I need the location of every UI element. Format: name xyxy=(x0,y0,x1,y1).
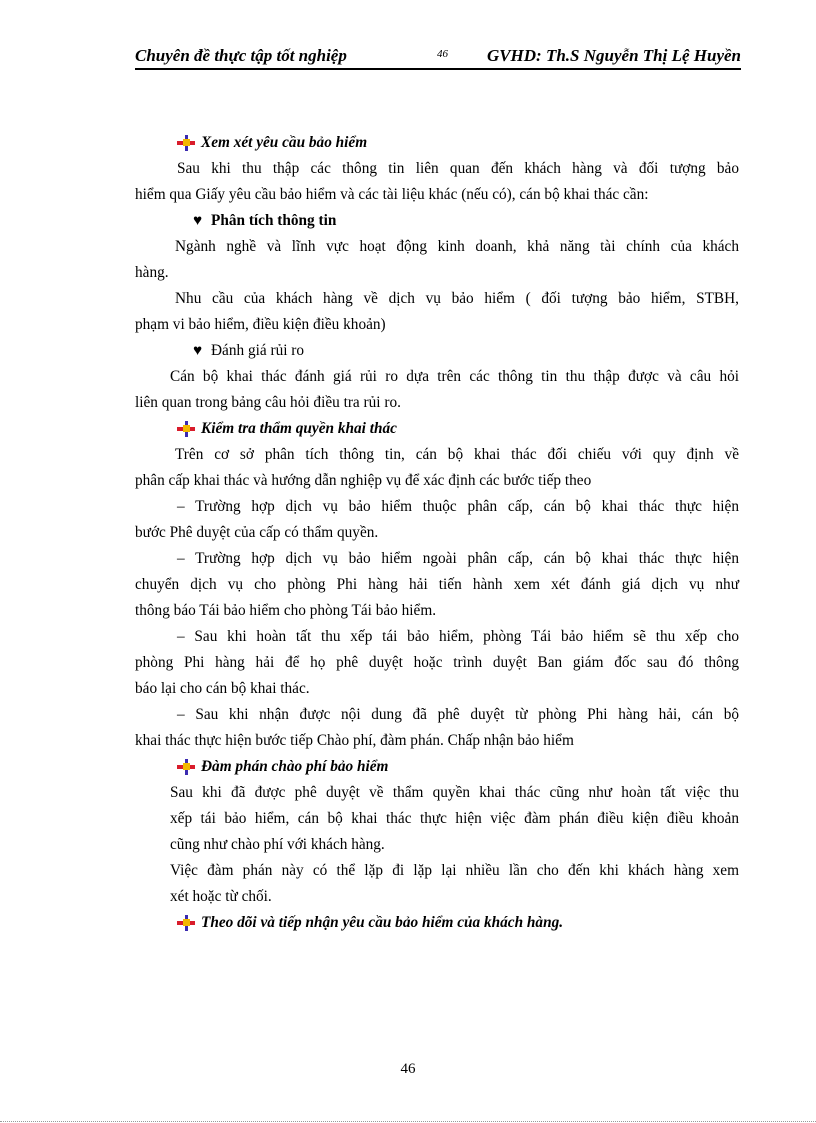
paragraph-line: Việc đàm phán này có thể lặp đi lặp lại nhiều lần cho đến khi khách hàng xem xyxy=(170,862,739,879)
paragraph-line: chuyển dịch vụ cho phòng Phi hàng hải tiến hành xem xét đánh giá dịch vụ như xyxy=(135,576,739,593)
paragraph-line: cũng như chào phí với khách hàng. xyxy=(170,836,385,853)
document-body xyxy=(135,130,739,936)
paragraph-line: Sau khi đã được phê duyệt về thẩm quyền khai thác cũng như hoàn tất việc thu xyxy=(170,784,739,801)
paragraph-line: phân cấp khai thác và hướng dẫn nghiệp vụ để xác định các bước tiếp theo xyxy=(135,472,592,489)
paragraph-line: khai thác thực hiện bước tiếp Chào phí, đàm phán. Chấp nhận bảo hiểm xyxy=(135,732,574,749)
paragraph-line: Cán bộ khai thác đánh giá rủi ro dựa trên các thông tin thu thập được và câu hỏi xyxy=(170,368,739,385)
page-bottom-divider xyxy=(0,1121,816,1122)
bullet-flag-icon xyxy=(177,759,195,775)
bullet-flag-icon xyxy=(177,915,195,931)
paragraph-line: – Sau khi hoàn tất thu xếp tái bảo hiểm, phòng Tái bảo hiểm sẽ thu xếp cho xyxy=(177,628,739,645)
paragraph-line: bước Phê duyệt của cấp có thẩm quyền. xyxy=(135,524,379,541)
paragraph-line: hiểm qua Giấy yêu cầu bảo hiểm và các tài liệu khác (nếu có), cán bộ khai thác cần: xyxy=(135,186,649,203)
paragraph-line: liên quan trong bảng câu hỏi điều tra rủi ro. xyxy=(135,394,401,411)
bullet-flag-icon xyxy=(177,421,195,437)
paragraph-line: – Trường hợp dịch vụ bảo hiểm ngoài phân cấp, cán bộ khai thác thực hiện xyxy=(177,550,739,567)
paragraph-line: Trên cơ sở phân tích thông tin, cán bộ khai thác đối chiếu với quy định về xyxy=(175,446,739,463)
paragraph-line: xếp tái bảo hiểm, cán bộ khai thác thực hiện việc đàm phán điều kiện điều khoản xyxy=(170,810,739,827)
subheading: ♥ Đánh giá rủi ro xyxy=(135,338,739,364)
section-heading: Theo dõi và tiếp nhận yêu cầu bảo hiểm của khách hàng. xyxy=(135,910,739,936)
paragraph-line: Ngành nghề và lĩnh vực hoạt động kinh doanh, khả năng tài chính của khách xyxy=(175,238,739,255)
header-page-number: 46 xyxy=(437,48,448,60)
paragraph-line: hàng. xyxy=(135,264,169,281)
paragraph-line: phạm vi bảo hiểm, điều kiện điều khoản) xyxy=(135,316,386,333)
header-advisor: GVHD: Th.S Nguyễn Thị Lệ Huyền xyxy=(486,46,741,65)
section-heading: Đàm phán chào phí bảo hiểm xyxy=(135,754,739,780)
paragraph-line: phòng Phi hàng hải để họ phê duyệt hoặc trình duyệt Ban giám đốc sau đó thông xyxy=(135,654,739,671)
heart-bullet-icon: ♥ xyxy=(193,342,203,359)
paragraph-line: Nhu cầu của khách hàng về dịch vụ bảo hiểm ( đối tượng bảo hiểm, STBH, xyxy=(175,290,739,307)
page-header xyxy=(135,44,741,70)
paragraph-line: – Sau khi nhận được nội dung đã phê duyệt từ phòng Phi hàng hải, cán bộ xyxy=(177,706,739,723)
section-heading: Xem xét yêu cầu bảo hiểm xyxy=(135,130,739,156)
paragraph-line: xét hoặc từ chối. xyxy=(170,888,272,905)
page-number: 46 xyxy=(400,1061,416,1077)
paragraph-line: – Trường hợp dịch vụ bảo hiểm thuộc phân cấp, cán bộ khai thác thực hiện xyxy=(177,498,739,515)
paragraph-line: báo lại cho cán bộ khai thác. xyxy=(135,680,310,697)
bullet-flag-icon xyxy=(177,135,195,151)
header-title: Chuyên đề thực tập tốt nghiệp xyxy=(135,46,347,65)
heart-bullet-icon: ♥ xyxy=(193,212,203,229)
section-heading: Kiểm tra thẩm quyền khai thác xyxy=(135,416,739,442)
paragraph-line: Sau khi thu thập các thông tin liên quan đến khách hàng và đối tượng bảo xyxy=(177,160,739,177)
paragraph-line: thông báo Tái bảo hiểm cho phòng Tái bảo hiểm. xyxy=(135,602,437,619)
subheading: ♥ Phân tích thông tin xyxy=(135,208,739,234)
